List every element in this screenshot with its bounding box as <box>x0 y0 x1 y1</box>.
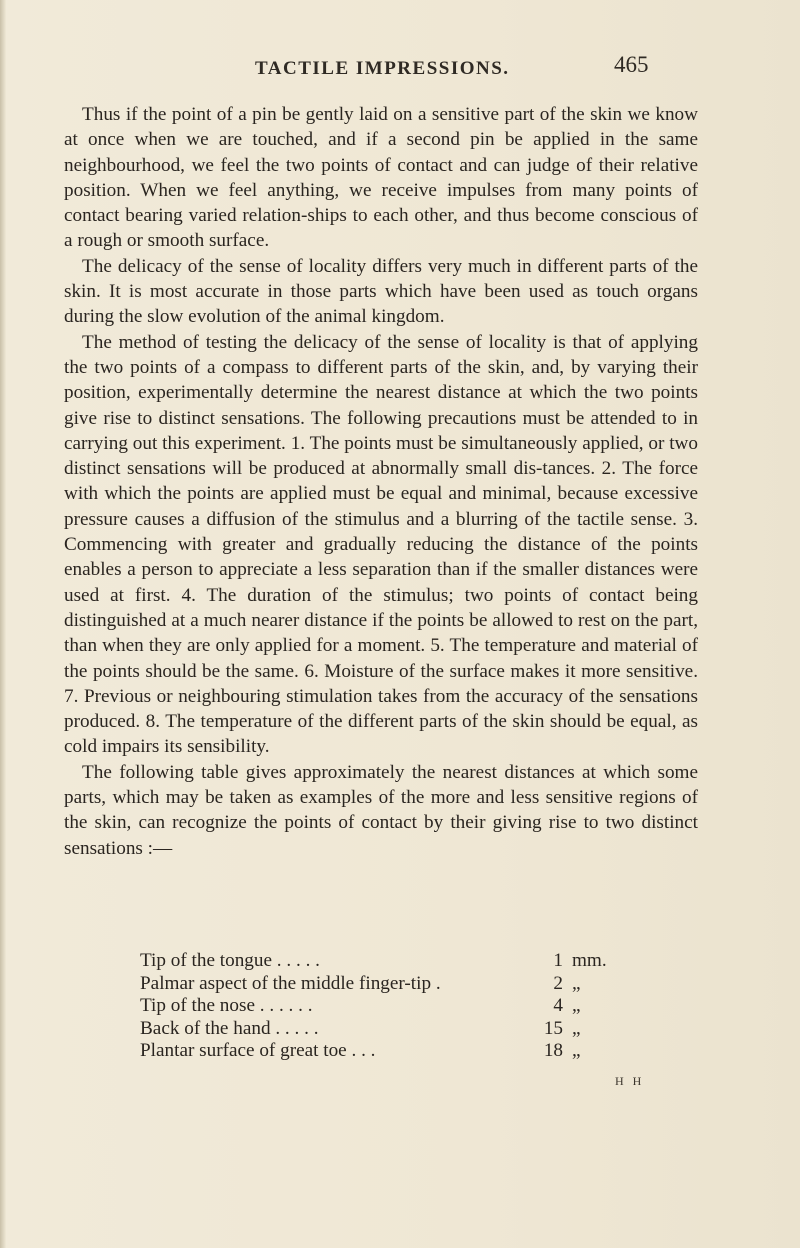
body-text <box>64 102 698 861</box>
row-label: Plantar surface of great toe . . . <box>140 1040 376 1061</box>
row-label: Palmar aspect of the middle finger-tip . <box>140 972 441 994</box>
row-value: 2 <box>553 972 563 994</box>
signature-mark: H H <box>615 1074 645 1088</box>
row-unit: „ <box>572 995 581 1016</box>
row-value: 18 <box>543 1040 563 1061</box>
row-value: 15 <box>543 1017 563 1039</box>
distance-table <box>140 950 700 1063</box>
running-title: TACTILE IMPRESSIONS. <box>255 58 510 79</box>
page-gutter-edge <box>0 0 6 1248</box>
row-label: Tip of the tongue . . . . . <box>140 950 320 971</box>
table-row <box>140 973 700 996</box>
paragraph-1: Thus if the point of a pin be gently laid on a sensitive part of the skin we know at once when we are touched, and if a second pin be applied in the same neighbourhood, we feel the two points of contact and can judge of their relative position. When we feel anything, we receive impulses from many points of contact bearing varied relation-ships to each other, and thus become conscious of a rough or smooth surface. <box>64 104 698 252</box>
table-row <box>140 1018 700 1041</box>
table-row <box>140 1040 700 1063</box>
row-value: 1 <box>553 950 563 971</box>
row-unit: mm. <box>572 950 607 971</box>
row-label: Tip of the nose . . . . . . <box>140 995 313 1016</box>
row-unit: „ <box>572 1017 581 1039</box>
page-number: 465 <box>614 52 649 77</box>
table-row <box>140 950 700 973</box>
paragraph-4: The following table gives approximately the nearest distances at which some parts, which may be taken as examples of the more and less sensitive regions of the skin, can recognize the points of contact by their giving rise to two distinct sensations :— <box>64 761 698 859</box>
row-value: 4 <box>553 995 563 1016</box>
paragraph-2: The delicacy of the sense of locality differs very much in different parts of the skin. It is most accurate in those parts which have been used as touch organs during the slow evolution of the animal kingdom. <box>64 255 698 328</box>
table-row <box>140 995 700 1018</box>
row-label: Back of the hand . . . . . <box>140 1017 319 1039</box>
row-unit: „ <box>572 1040 581 1061</box>
row-unit: „ <box>572 972 581 994</box>
paragraph-3: The method of testing the delicacy of the sense of locality is that of applying the two points of a compass to different parts of the skin, and, by varying their position, experimentally determine the nearest distance at which the two points give rise to distinct sensations. The following precautions must be attended to in carrying out this experiment. 1. The points must be simultaneously applied, or two distinct sensations will be produced at abnormally small dis-tances. 2. The force with which the points are applied must be equal and minimal, because excessive pressure causes a diffusion of the stimulus and a blurring of the tactile sense. 3. Commencing with greater and gradually reducing the distance of the points enables a person to appreciate a less separation than if the smaller distances were used at first. 4. The duration of the stimulus; two points of contact being distinguished at a much nearer distance if the points be allowed to rest on the part, than when they are only applied for a moment. 5. The temperature and material of the points should be the same. 6. Moisture of the surface makes it more sensitive. 7. Previous or neighbouring stimulation takes from the accuracy of the sensations produced. 8. The temperature of the different parts of the skin should be equal, as cold impairs its sensibility. <box>64 331 698 758</box>
